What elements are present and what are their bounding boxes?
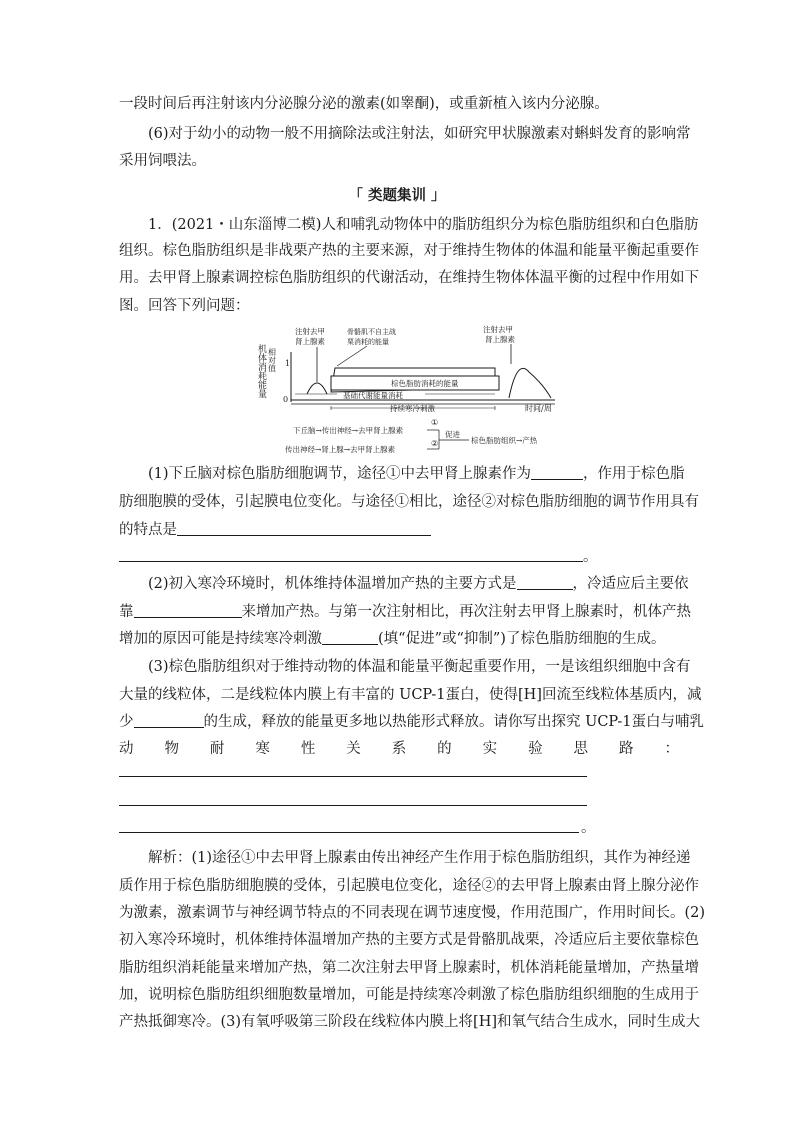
pathway-2: 传出神经→肾上腺→去甲肾上腺素 — [285, 445, 396, 454]
answer-blank[interactable] — [517, 575, 573, 590]
y-axis-label: 机体消耗能量 — [256, 344, 266, 398]
pathway-mark-2: ② — [431, 439, 439, 448]
y-axis-sub-label: 相对值 — [267, 348, 277, 372]
question-line: 肪细胞膜的受体，引起膜电位变化。与途径①相比，途径②对棕色脂肪细胞的调节作用具有 — [119, 494, 699, 510]
paragraph-line: 采用饲喂法。 — [119, 153, 206, 169]
analysis-line: 脂肪组织消耗能量来增加产热，第二次注射去甲肾上腺素时，机体消耗能量增加，产热量增 — [119, 960, 699, 976]
q1-line-a — [148, 464, 685, 484]
x-axis-label: 时间/周 — [525, 404, 552, 413]
q2-text: 来增加产热。与第一次注射相比，再次注射去甲肾上腺素时，机体产热 — [241, 604, 691, 620]
spread-char: 路 — [618, 741, 634, 757]
spread-char: 系 — [391, 741, 407, 757]
q1-text: ，作用于棕色脂 — [583, 466, 685, 482]
y-tick-label: 1 — [285, 359, 291, 368]
q3-text: 少 — [119, 714, 134, 730]
q2-text: 靠 — [119, 604, 134, 620]
shiver-label-b: 栗消耗的能量 — [347, 338, 389, 346]
spread-char: 验 — [528, 741, 543, 757]
analysis-line: 初入寒冷环境时，机体维持体温增加产热的主要方式是骨骼肌战栗，冷适应后主要依靠棕色 — [119, 932, 699, 948]
inject-label-1: 注射去甲 — [295, 327, 325, 336]
answer-blank[interactable] — [134, 603, 242, 618]
spread-char: 物 — [164, 741, 179, 757]
answer-line[interactable] — [119, 776, 587, 777]
question-line: 大量的线粒体，二是线粒体内膜上有丰富的 UCP-1蛋白，使得[H]回流至线粒体基质内，减 — [119, 687, 702, 703]
answer-blank[interactable] — [531, 465, 583, 480]
pathway-1: 下丘脑→传出神经→去甲肾上腺素 — [293, 426, 404, 435]
second-injection-curve — [509, 368, 551, 398]
result-label: 棕色脂肪组织→产热 — [471, 436, 538, 445]
question-line: (3)棕色脂肪组织对于维持动物的体温和能量平衡起重要作用，一是该组织细胞中含有 — [148, 659, 691, 675]
brown-fat-label: 棕色脂肪消耗的能量 — [391, 379, 459, 388]
shiver-label: 骨骼肌不自主战 — [347, 328, 396, 336]
q2-text: (填“促进”或“抑制”)了棕色脂肪细胞的生成。 — [378, 631, 666, 647]
origin-label: 0 — [283, 395, 289, 404]
spread-char: 的 — [437, 741, 452, 757]
question-line: 用。去甲肾上腺素调控棕色脂肪组织的代谢活动，在维持生物体体温平衡的过程中作用如下 — [119, 270, 699, 286]
section-title: 「 类题集训 」 — [348, 187, 446, 204]
q2-line-c — [119, 629, 679, 649]
spread-char: 寒 — [255, 741, 270, 757]
q2-text: 增加的原因可能是持续寒冷刺激 — [119, 631, 322, 647]
answer-line[interactable] — [119, 561, 583, 562]
basal-label: 基础代谢能量消耗 — [343, 391, 403, 400]
q2-line-a — [148, 574, 689, 594]
spread-char: 性 — [300, 741, 316, 757]
period-mark: 。 — [581, 820, 596, 836]
spread-char: 关 — [346, 741, 361, 757]
q1-line-c — [119, 520, 679, 540]
q1-text: (1)下丘脑对棕色脂肪细胞调节，途径①中去甲肾上腺素作为 — [148, 466, 532, 482]
question-line: 图。回答下列问题： — [119, 298, 250, 314]
spread-char: 实 — [482, 741, 498, 757]
spread-char: 思 — [573, 741, 589, 757]
energy-diagram — [255, 322, 565, 458]
paragraph-line: (6)对于幼小的动物一般不用摘除法或注射法，如研究甲状腺激素对蝌蚪发育的影响常 — [148, 126, 691, 142]
q2-text: ，冷适应后主要依 — [572, 576, 689, 592]
answer-blank[interactable] — [134, 713, 204, 728]
pathway-mark-1: ① — [431, 418, 439, 427]
q1-text: 的特点是 — [119, 522, 177, 538]
cold-label: 持续寒冷刺激 — [390, 404, 435, 413]
answer-blank[interactable] — [177, 521, 431, 536]
spread-char: ： — [664, 741, 679, 757]
inject-label-2: 注射去甲 — [483, 325, 513, 334]
analysis-line: 加，说明棕色脂肪组织细胞数量增加，可能是持续寒冷刺激了棕色脂肪组织细胞的生成用于 — [119, 987, 699, 1003]
promote-label: 促进 — [445, 430, 460, 439]
inject-label-1b: 肾上腺素 — [295, 337, 325, 346]
spread-char: 耐 — [209, 741, 225, 757]
answer-line[interactable] — [119, 805, 587, 806]
analysis-line: 解析：(1)途径①中去甲肾上腺素由传出神经产生作用于棕色脂肪组织，其作为神经递 — [148, 850, 691, 866]
question-line: 1．(2021・山东淄博二模)人和哺乳动物体中的脂肪组织分为棕色脂肪组织和白色脂肪 — [148, 217, 699, 233]
q3-spread-line — [119, 739, 679, 759]
analysis-line: 为激素，激素调节与神经调节特点的不同表现在调节速度慢，作用范围广，作用时间长。(2) — [119, 905, 706, 921]
analysis-line: 质作用于棕色脂肪细胞膜的受体，引起膜电位变化，途径②的去甲肾上腺素由肾上腺分泌作 — [119, 878, 699, 894]
paragraph-line: 一段时间后再注射该内分泌腺分泌的激素(如睾酮)，或重新植入该内分泌腺。 — [119, 96, 609, 112]
answer-line[interactable] — [119, 832, 579, 833]
analysis-line: 产热抵御寒冷。(3)有氧呼吸第三阶段在线粒体内膜上将[H]和氧气结合生成水，同时生成大 — [119, 1014, 700, 1030]
answer-blank[interactable] — [322, 630, 378, 645]
inject-label-2b: 肾上腺素 — [485, 335, 515, 344]
spread-char: 动 — [119, 741, 134, 757]
q2-line-b — [119, 602, 691, 622]
q2-text: (2)初入寒冷环境时，机体维持体温增加产热的主要方式是 — [148, 576, 517, 592]
period-mark: 。 — [583, 549, 598, 565]
first-injection-curve — [307, 383, 327, 394]
question-line: 组织。棕色脂肪组织是非战栗产热的主要来源，对于维持生物体的体温和能量平衡起重要作 — [119, 243, 699, 259]
q3-line-c — [119, 712, 705, 732]
q3-text: 的生成，释放的能量更多地以热能形式释放。请你写出探究 UCP-1蛋白与哺乳 — [203, 714, 705, 730]
